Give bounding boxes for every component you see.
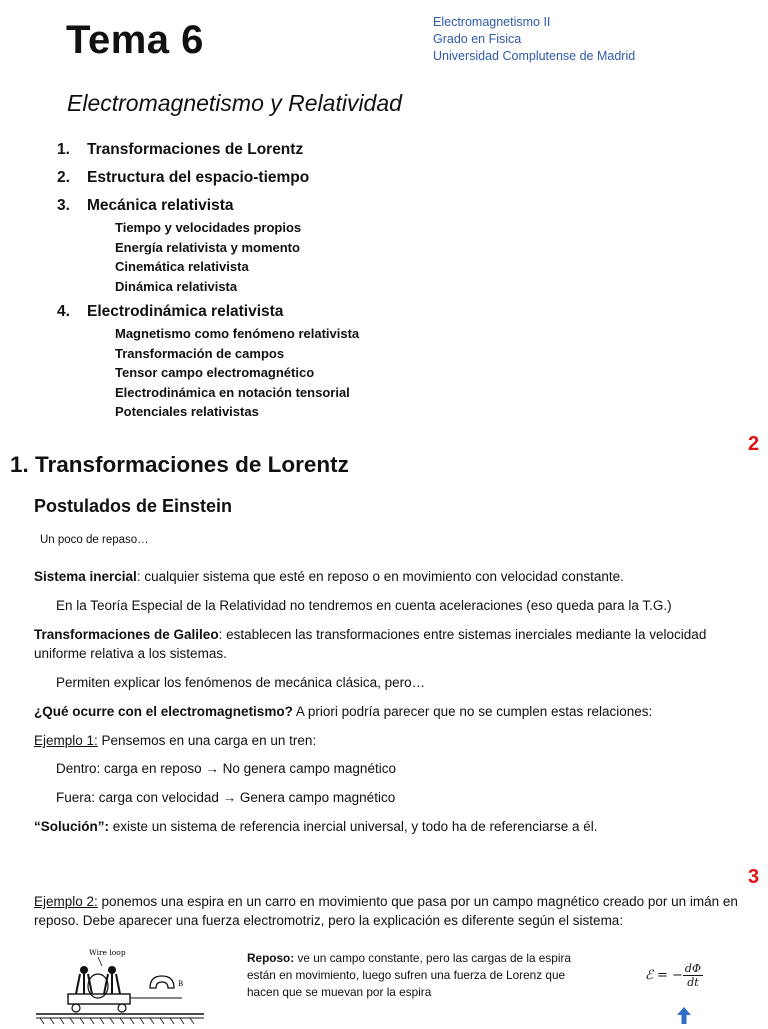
course-line: Universidad Complutense de Madrid — [433, 49, 636, 63]
page-subtitle: Electromagnetismo y Relatividad — [67, 90, 402, 116]
toc-subitem: Energía relativista y momento — [115, 239, 300, 255]
paragraph-dentro — [56, 759, 756, 778]
page-number: 3 — [748, 866, 760, 888]
figure-magnet-label: B — [178, 980, 184, 988]
paragraph-text: : establecen las transformaciones entre sistemas inerciales mediante la velocidad uniforme relativa a los sistemas. — [34, 627, 707, 661]
paragraph-text: Fuera: carga con velocidad — [56, 790, 219, 805]
toc-subitem: Tensor campo electromagnético — [115, 365, 315, 380]
subsection-heading: Postulados de Einstein — [34, 496, 233, 516]
paragraph-permiten: Permiten explicar los fenómenos de mecánica clásica, pero… — [56, 675, 426, 690]
emf-equation — [645, 962, 703, 989]
table-of-contents — [57, 140, 577, 428]
paragraph-text: A priori podría parecer que no se cumplen estas relaciones: — [292, 704, 653, 719]
reposo-text — [247, 950, 592, 1001]
toc-item — [57, 168, 577, 196]
toc-label: Estructura del espacio-tiempo — [87, 169, 310, 186]
example-label: Ejemplo 1: — [34, 733, 98, 748]
term-label: Reposo: — [247, 951, 295, 965]
page-title: Tema 6 — [66, 18, 204, 62]
toc-number: 3. — [57, 197, 70, 214]
toc-subitem: Tiempo y velocidades propios — [115, 220, 302, 235]
equation-lhs: ℰ = − — [645, 968, 683, 983]
toc-number: 2. — [57, 169, 70, 186]
paragraph-text: existe un sistema de referencia inercial universal, y todo ha de referenciarse a él. — [109, 819, 598, 834]
term-label: “Solución”: — [34, 819, 109, 834]
wire-loop-cart-figure — [32, 936, 210, 1024]
paragraph-ejemplo2 — [34, 892, 750, 930]
toc-subitem: Transformación de campos — [115, 345, 285, 361]
equation-denominator: dt — [687, 976, 699, 989]
course-line: Grado en Fisica — [433, 32, 522, 46]
paragraph-que-ocurre — [34, 702, 754, 721]
paragraph-text: : cualquier sistema que esté en reposo o en movimiento con velocidad constante. — [136, 569, 624, 584]
course-line: Electromagnetismo II — [433, 15, 551, 29]
arrow-right-icon: → — [222, 790, 237, 805]
intro-text: Un poco de repaso… — [40, 534, 149, 546]
paragraph-teoria: En la Teoría Especial de la Relatividad no tendremos en cuenta aceleraciones (eso queda para la T.G.) — [56, 598, 672, 613]
paragraph-text: Genera campo magnético — [236, 790, 396, 805]
paragraph-fuera — [56, 788, 756, 807]
toc-subitems — [115, 218, 577, 296]
toc-item — [57, 140, 577, 168]
toc-label: Mecánica relativista — [87, 197, 234, 214]
toc-subitem: Magnetismo como fenómeno relativista — [115, 326, 360, 341]
equation-fraction — [683, 962, 703, 989]
toc-label: Electrodinámica relativista — [87, 303, 284, 320]
toc-subitem: Cinemática relativista — [115, 259, 249, 274]
paragraph-text: ponemos una espira en un carro en movimiento que pasa por un campo magnético creado por un imán en reposo. Debe aparecer una fuerza electromotriz, pero la explicación es diferente según el sistema: — [34, 894, 738, 928]
paragraph-galileo — [34, 625, 724, 663]
toc-label: Transformaciones de Lorentz — [87, 141, 304, 158]
toc-number: 1. — [57, 141, 70, 158]
example-label: Ejemplo 2: — [34, 894, 98, 909]
paragraph-text: Pensemos en una carga en un tren: — [97, 733, 317, 748]
paragraph-text: ve un campo constante, pero las cargas de la espira están en movimiento, luego sufren una fuerza de Lorenz que hacen que se muevan por la espira — [247, 951, 571, 999]
term-label: ¿Qué ocurre con el electromagnetismo? — [34, 704, 293, 719]
course-info — [433, 14, 635, 65]
term-label: Transformaciones de Galileo — [34, 627, 219, 642]
paragraph-text: No genera campo magnético — [218, 761, 396, 776]
toc-subitems — [115, 324, 577, 422]
paragraph-ejemplo1 — [34, 731, 754, 750]
toc-subitem: Potenciales relativistas — [115, 404, 259, 419]
toc-subitem: Dinámica relativista — [115, 278, 238, 294]
term-label: Sistema inercial — [34, 569, 137, 584]
arrow-up-icon — [677, 1007, 691, 1029]
paragraph-inercial — [34, 567, 754, 586]
equation-numerator: dΦ — [684, 962, 701, 975]
page-number: 2 — [748, 433, 760, 455]
figure-label: Wire loop — [89, 948, 126, 957]
arrow-right-icon: → — [205, 761, 219, 776]
paragraph-text: Dentro: carga en reposo — [56, 761, 202, 776]
section-heading: 1. Transformaciones de Lorentz — [10, 452, 349, 477]
toc-subitem: Electrodinámica en notación tensorial — [115, 384, 350, 400]
toc-number: 4. — [57, 303, 70, 320]
paragraph-solucion — [34, 817, 754, 836]
